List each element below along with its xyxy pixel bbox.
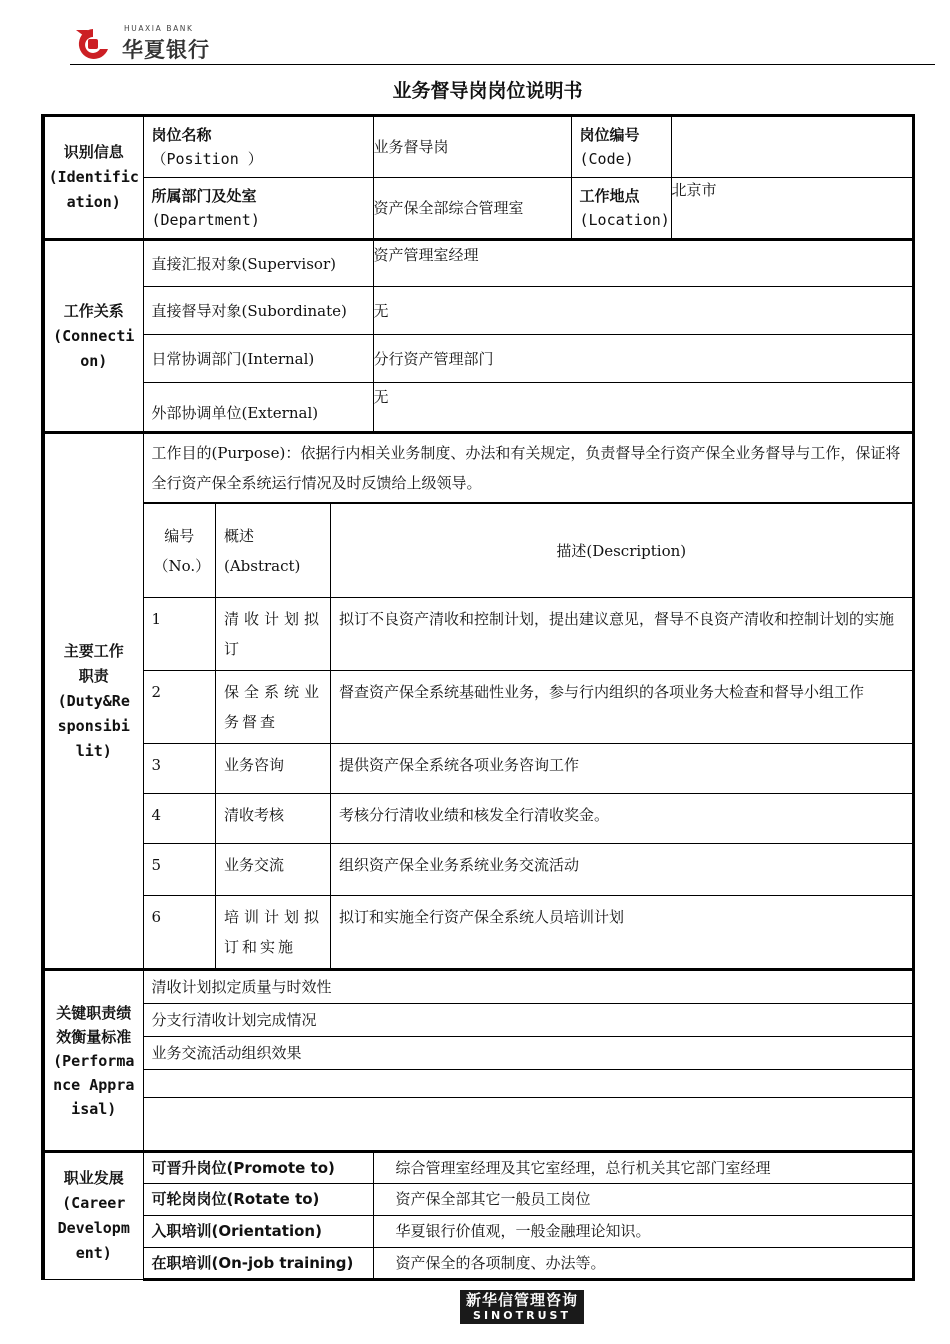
- subordinate-label: 直接督导对象(Subordinate): [143, 287, 373, 335]
- header-rule: [70, 64, 935, 65]
- internal-label: 日常协调部门(Internal): [143, 335, 373, 383]
- section-connection: 工作关系 (Connection): [43, 240, 143, 433]
- onjob-value: 资产保全的各项制度、办法等。: [373, 1248, 913, 1280]
- supervisor-label: 直接汇报对象(Supervisor): [143, 240, 373, 287]
- department-label: 所属部门及处室 (Department): [143, 178, 373, 240]
- huaxia-logo-icon: [70, 24, 116, 64]
- performance-item: [143, 1070, 913, 1098]
- code-label: 岗位编号 (Code): [571, 116, 671, 178]
- duty-no: 2: [144, 671, 216, 744]
- rotate-value: 资产保全部其它一般员工岗位: [373, 1184, 913, 1216]
- duty-no: 1: [144, 598, 216, 671]
- position-value: 业务督导岗: [373, 116, 571, 178]
- section-duty: 主要工作职责 (Duty&Responsibilit): [43, 433, 143, 970]
- bank-name-en: HUAXIA BANK: [124, 24, 194, 33]
- duty-row: [144, 794, 912, 844]
- bank-name-cn: 华夏银行: [122, 38, 210, 62]
- duty-header-no: 编号（No.）: [144, 504, 216, 598]
- performance-item: [143, 1098, 913, 1152]
- subordinate-value: 无: [373, 287, 913, 335]
- performance-item: 分支行清收计划完成情况: [143, 1004, 913, 1037]
- duty-row: [144, 598, 912, 671]
- duty-no: 6: [144, 896, 216, 969]
- duty-purpose: 工作目的(Purpose)：依据行内相关业务制度、办法和有关规定，负责督导全行资产保全业务督导与工作，保证将全行资产保全系统运行情况及时反馈给上级领导。: [143, 433, 913, 503]
- duty-table: [144, 503, 912, 968]
- duty-description: 组织资产保全业务系统业务交流活动: [331, 844, 912, 896]
- sinotrust-name-en: SINOTRUST: [473, 1309, 571, 1322]
- performance-item: 清收计划拟定质量与时效性: [143, 970, 913, 1004]
- supervisor-value: 资产管理室经理: [373, 240, 913, 287]
- section-career: 职业发展 (Career Development): [43, 1152, 143, 1280]
- location-value: 北京市: [671, 178, 913, 240]
- sinotrust-logo: [460, 1290, 584, 1324]
- duty-table-cell: [143, 503, 913, 970]
- orientation-label: 入职培训(Orientation): [143, 1216, 373, 1248]
- rotate-label: 可轮岗岗位(Rotate to): [143, 1184, 373, 1216]
- promote-label: 可晋升岗位(Promote to): [143, 1152, 373, 1184]
- duty-abstract: 清收考核: [216, 794, 331, 844]
- duty-row: [144, 744, 912, 794]
- performance-item: 业务交流活动组织效果: [143, 1037, 913, 1070]
- duty-abstract: 培训计划拟订和实施: [216, 896, 331, 969]
- duty-row: [144, 844, 912, 896]
- location-label: 工作地点 (Location): [571, 178, 671, 240]
- duty-description: 提供资产保全系统各项业务咨询工作: [331, 744, 912, 794]
- external-value: 无: [373, 383, 913, 433]
- internal-value: 分行资产管理部门: [373, 335, 913, 383]
- section-performance: 关键职责绩效衡量标准 (Performance Appraisal): [43, 970, 143, 1152]
- promote-value: 综合管理室经理及其它室经理，总行机关其它部门室经理: [373, 1152, 913, 1184]
- duty-header-abstract: 概述(Abstract): [216, 504, 331, 598]
- section-identification: 识别信息 (Identification): [43, 116, 143, 240]
- code-value: [671, 116, 913, 178]
- orientation-value: 华夏银行价值观，一般金融理论知识。: [373, 1216, 913, 1248]
- onjob-label: 在职培训(On-job training): [143, 1248, 373, 1280]
- duty-no: 3: [144, 744, 216, 794]
- duty-header-description: 描述(Description): [331, 504, 912, 598]
- duty-row: [144, 896, 912, 969]
- duty-row: [144, 671, 912, 744]
- duty-abstract: 业务咨询: [216, 744, 331, 794]
- duty-no: 5: [144, 844, 216, 896]
- duty-description: 考核分行清收业绩和核发全行清收奖金。: [331, 794, 912, 844]
- document-title: 业务督导岗岗位说明书: [392, 80, 583, 102]
- job-description-table: [41, 114, 915, 1281]
- position-label: 岗位名称 （Position ）: [143, 116, 373, 178]
- duty-abstract: 保全系统业务督查: [216, 671, 331, 744]
- department-value: 资产保全部综合管理室: [373, 178, 571, 240]
- duty-description: 拟订不良资产清收和控制计划，提出建议意见，督导不良资产清收和控制计划的实施: [331, 598, 912, 671]
- duty-no: 4: [144, 794, 216, 844]
- duty-description: 拟订和实施全行资产保全系统人员培训计划: [331, 896, 912, 969]
- external-label: 外部协调单位(External): [143, 383, 373, 433]
- sinotrust-name-cn: 新华信管理咨询: [465, 1291, 578, 1309]
- duty-description: 督查资产保全系统基础性业务，参与行内组织的各项业务大检查和督导小组工作: [331, 671, 912, 744]
- duty-abstract: 清收计划拟订: [216, 598, 331, 671]
- duty-abstract: 业务交流: [216, 844, 331, 896]
